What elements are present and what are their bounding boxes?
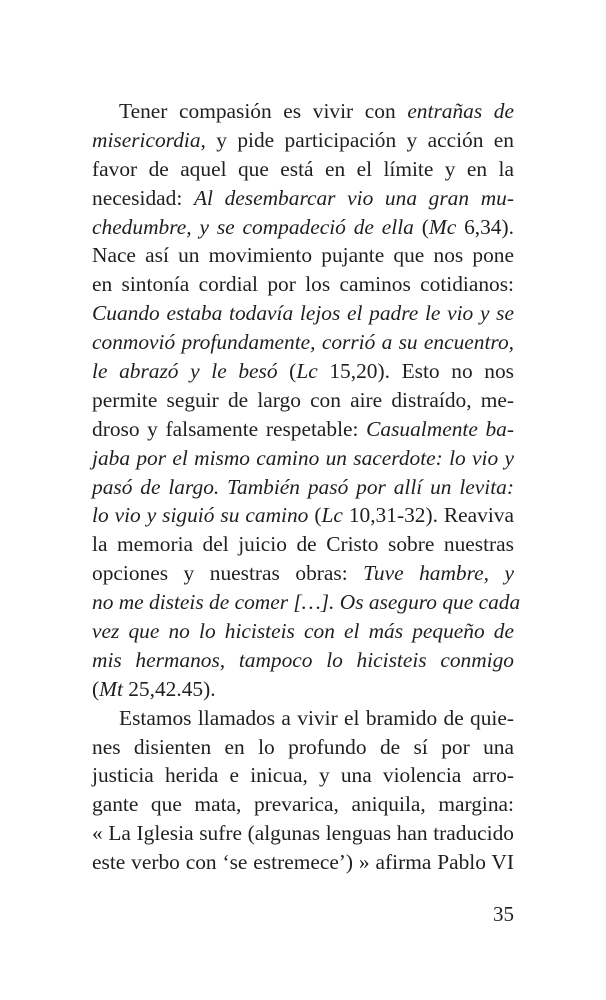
text-segment: favor de aquel que está en el límite y en la (92, 156, 514, 181)
text-segment: ( (413, 214, 429, 239)
text-line (92, 473, 514, 502)
text-line (92, 184, 514, 213)
text-line (92, 444, 514, 473)
text-line (92, 675, 514, 704)
italic-text: entrañas de (407, 99, 514, 123)
text-line (92, 270, 514, 299)
text-segment: 15,20). Esto no nos (317, 359, 514, 384)
text-line (92, 617, 514, 646)
text-line (92, 559, 514, 588)
italic-text: no me disteis de comer […]. Os aseguro que cada (92, 590, 521, 615)
text-segment: Estamos llamados a vivir el bramido de quie- (119, 705, 514, 730)
text-line (92, 357, 514, 386)
italic-text: chedumbre, y se compadeció de ella (92, 214, 414, 239)
text-line (92, 704, 514, 733)
text-segment: la memoria del juicio de Cristo sobre nuestras (92, 532, 514, 557)
text-line (92, 588, 521, 617)
italic-text: Tuve hambre, y (363, 561, 514, 586)
italic-text: Lc (296, 359, 318, 384)
text-line (92, 241, 514, 270)
italic-text: vez que no lo hicisteis con el más pequeño de (92, 619, 514, 644)
text-line (92, 501, 514, 530)
text-line (92, 733, 514, 762)
italic-text: Lc (321, 503, 343, 528)
text-segment: Tener compasión es vivir con (119, 99, 408, 123)
italic-text: conmovió profundamente, corrió a su encuentro, (92, 330, 514, 355)
text-line (92, 819, 514, 848)
text-line (92, 790, 514, 819)
text-segment: « La Iglesia sufre (algunas lenguas han traducido (92, 821, 514, 846)
italic-text: Casualmente ba- (366, 416, 514, 441)
text-line (92, 386, 514, 415)
text-segment: 10,31-32). Reaviva (342, 503, 514, 528)
text-line (92, 97, 514, 126)
text-segment: 6,34). (456, 214, 514, 239)
text-line (92, 848, 514, 877)
text-segment: gante que mata, prevarica, aniquila, margina: (92, 792, 514, 817)
text-line (92, 530, 514, 559)
text-line (92, 415, 514, 444)
page-number: 35 (493, 902, 514, 926)
text-segment: permite seguir de largo con aire distraído, me- (92, 387, 514, 412)
paragraph (92, 704, 514, 877)
text-segment: justicia herida e inicua, y una violencia arro- (92, 763, 514, 788)
italic-text: le abrazó y le besó (92, 359, 278, 384)
italic-text: pasó de largo. También pasó por allí un levita: (92, 474, 514, 499)
italic-text: Al desembarcar vio una gran mu- (193, 185, 514, 210)
text-line (92, 155, 514, 184)
text-segment: opciones y nuestras obras: (92, 561, 364, 586)
text-segment: ( (308, 503, 322, 528)
text-line (92, 761, 514, 790)
text-segment: Nace así un movimiento pujante que nos pone (92, 243, 514, 268)
italic-text: mis hermanos, tampoco lo hicisteis conmigo (92, 647, 514, 672)
text-segment: ( (277, 359, 297, 384)
text-segment: este verbo con ‘se estremece’) » afirma Pablo VI (92, 850, 514, 875)
text-segment: 25,42.45). (122, 676, 216, 701)
italic-text: lo vio y siguió su camino (92, 503, 309, 528)
text-segment: necesidad: (92, 185, 194, 210)
text-line (92, 646, 514, 675)
text-segment: en sintonía cordial por los caminos cotidianos: (92, 272, 514, 297)
italic-text: Cuando estaba todavía lejos el padre le vio y se (92, 301, 514, 326)
text-segment: , y pide participación y acción en (200, 127, 514, 152)
text-segment: ( (92, 676, 100, 701)
text-line (92, 213, 514, 242)
paragraph (92, 97, 521, 704)
italic-text: misericordia (92, 127, 201, 152)
italic-text: Mc (428, 214, 457, 239)
text-segment: droso y falsamente respetable: (92, 416, 367, 441)
italic-text: Mt (99, 676, 123, 701)
text-line (92, 328, 514, 357)
text-line (92, 299, 514, 328)
body-text (92, 97, 521, 877)
text-line (92, 126, 514, 155)
text-segment: nes disienten en lo profundo de sí por una (92, 734, 514, 759)
italic-text: jaba por el mismo camino un sacerdote: lo vio y (92, 445, 514, 470)
